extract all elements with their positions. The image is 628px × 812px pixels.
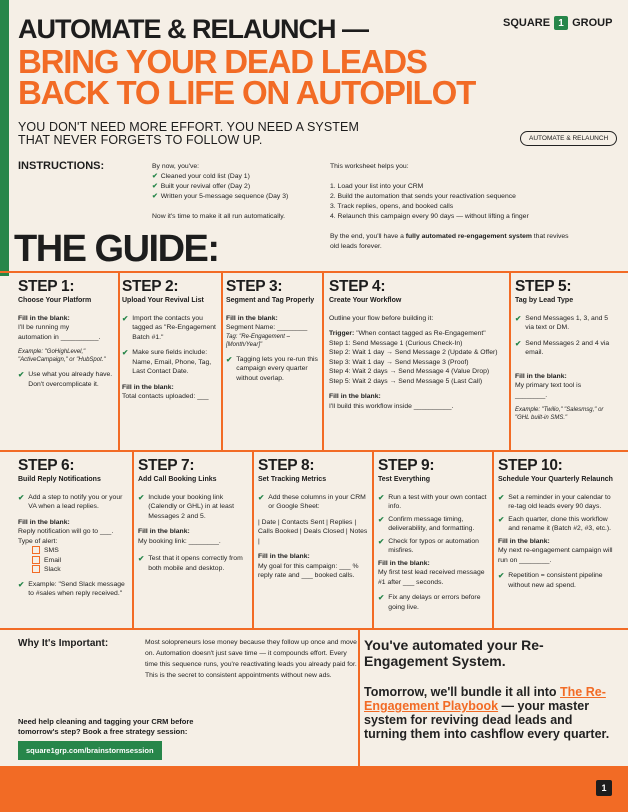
logo [503, 16, 612, 30]
subtitle-line-1: YOU DON'T NEED MORE EFFORT. YOU NEED A SYSTEM [18, 120, 359, 134]
option-sms[interactable]: SMS [32, 546, 128, 556]
why-text: Most solopreneurs lose money because they follow up once and move on. Automation doesn't just save time — it compounds effort. Every time this sequence runs, you're reactivating leads you already paid for. This is the secret to consistent appointments without new ads. [145, 639, 357, 679]
check-icon: ✔ [138, 492, 145, 502]
step-number: STEP 7: [138, 457, 195, 474]
page-number: 1 [596, 780, 612, 796]
check-icon: ✔ [18, 370, 25, 379]
step-title: Tag by Lead Type [515, 297, 574, 304]
check-icon: ✔ [18, 492, 25, 502]
instructions-label: INSTRUCTIONS: [18, 160, 105, 172]
why-label: Why It's Important: [18, 638, 109, 649]
blank-line[interactable]: Reply notification will go to ___. [18, 528, 114, 535]
fill-label: Fill in the blank: [258, 553, 310, 560]
step-number: STEP 9: [378, 457, 435, 474]
fill-label: Fill in the blank: [329, 393, 381, 400]
instructions-list [152, 162, 288, 222]
step-7 [138, 457, 248, 579]
blank-line[interactable]: My goal for this campaign: ___ % reply rate and ___ booked calls. [258, 562, 359, 579]
fill-label: Fill in the blank: [138, 528, 190, 535]
check-icon: ✔ [515, 338, 522, 348]
step-number: STEP 3: [226, 278, 283, 295]
checklist-item: ✔ Repetition = consistent pipeline without new ad spend. [498, 571, 603, 589]
flow-step: Step 1: Send Message 1 (Curious Check-In) [329, 339, 463, 347]
closing-heading: You've automated your Re-Engagement System. [364, 637, 544, 669]
blank-line[interactable]: Total contacts uploaded: ___ [122, 393, 209, 400]
title-line-1: AUTOMATE & RELAUNCH — [18, 14, 368, 44]
blank-line[interactable]: My booking link: ________. [138, 537, 221, 545]
check-icon: ✔ [258, 492, 265, 502]
checklist-item: ✔ Use what you already have. Don't overcomplicate it. [18, 370, 113, 388]
step-number: STEP 6: [18, 457, 75, 474]
subtitle-line-2: THAT NEVER FORGETS TO FOLLOW UP. [18, 133, 263, 147]
worksheet-helps [330, 162, 600, 252]
checklist-item: ✔ Add a step to notify you or your VA when a lead replies. [18, 492, 123, 510]
check-icon: ✔ [498, 571, 505, 580]
step-title: Test Everything [378, 476, 430, 483]
checklist-item: ✔ Test that it opens correctly from both mobile and desktop. [138, 554, 243, 572]
step-9 [378, 457, 488, 618]
step-number: STEP 1: [18, 278, 75, 295]
helps-end: By the end, you'll have a fully automated re-engagement system that revives old leads forever. [330, 233, 569, 250]
step-number: STEP 10: [498, 457, 563, 474]
step-6: STEP 6: Build Reply Notifications ✔ Add a step to notify you or your VA when a lead replies. Fill in the blank: Reply notification will go to ___. Type of alert: SMS Email Slack ✔ Example: "Send Slack message to #sales when reply received." [18, 457, 128, 605]
fill-label: Fill in the blank: [226, 314, 278, 322]
checklist-item: ✔ Run a test with your own contact info. [378, 492, 487, 510]
flow-step: Step 2: Wait 1 day → Send Message 2 (Update & Offer) [329, 349, 498, 356]
guide-title: THE GUIDE: [14, 228, 219, 270]
step-number: STEP 4: [329, 278, 386, 295]
step-title: Create Your Workflow [329, 297, 402, 304]
blank-line[interactable]: I'll build this workflow inside __________. [329, 402, 454, 410]
instructions-now: Now it's time to make it all run automatically. [152, 213, 286, 220]
check-icon: ✔ [152, 193, 158, 200]
check-icon: ✔ [122, 313, 129, 323]
checklist-item: ✔ Tagging lets you re-run this campaign every quarter without overlap. [226, 354, 318, 382]
option-slack[interactable]: Slack [32, 565, 128, 575]
step-8 [258, 457, 368, 581]
flow-step: Step 4: Wait 2 days → Send Message 4 (Value Drop) [329, 368, 490, 375]
divider [322, 271, 324, 451]
fill-label: Fill in the blank: [18, 518, 70, 526]
checklist-item: ✔ Send Messages 2 and 4 via email. [515, 338, 610, 356]
checklist-item: ✔ Set a reminder in your calendar to re-tag old leads every 90 days. [498, 492, 611, 510]
check-icon: ✔ [152, 183, 158, 190]
check-icon: ✔ [378, 593, 385, 602]
checklist-item: ✔ Add these columns in your CRM or Google Sheet: [258, 492, 366, 510]
divider [509, 271, 511, 451]
helps-item: 2. Build the automation that sends your reactivation sequence [330, 193, 516, 200]
done-item: ✔ Cleaned your cold list (Day 1) [152, 173, 250, 180]
step-title: Segment and Tag Properly [226, 297, 315, 304]
fill-label: Fill in the blank: [515, 372, 567, 380]
blank-line[interactable]: Segment Name: ________ [226, 324, 308, 331]
checklist-item: ✔ Confirm message timing, deliverability, and formatting. [378, 514, 475, 532]
done-item: ✔ Written your 5-message sequence (Day 3) [152, 193, 289, 200]
check-icon: ✔ [515, 313, 522, 323]
check-icon: ✔ [378, 536, 385, 546]
tracking-columns: | Date | Contacts Sent | Replies | Calls Booked | Deals Closed | Notes | [258, 518, 368, 545]
helps-title: This worksheet helps you: [330, 163, 409, 170]
checklist-item: ✔ Import the contacts you tagged as "Re-Engagement Batch #1." [122, 313, 216, 341]
fill-label: Fill in the blank: [378, 559, 430, 567]
section-pill: AUTOMATE & RELAUNCH [520, 131, 617, 146]
divider [492, 450, 494, 629]
help-text: Need help cleaning and tagging your CRM before tomorrow's step? Book a free strategy session: [18, 717, 194, 736]
step-title: Set Tracking Metrics [258, 476, 327, 483]
check-icon: ✔ [378, 492, 385, 502]
done-item: ✔ Built your revival offer (Day 2) [152, 183, 251, 190]
blank-line[interactable]: My primary text tool is ________. [515, 382, 582, 399]
fill-label: Fill in the blank: [498, 537, 550, 545]
step-2 [122, 278, 218, 402]
check-icon: ✔ [122, 348, 129, 357]
blank-line[interactable]: My first test lead received message #1 after ___ seconds. [378, 569, 485, 586]
checklist-item: ✔ Make sure fields include: Name, Email, Phone, Tag, Last Contact Date. [122, 348, 212, 375]
footer-bar [0, 766, 628, 812]
checklist-item: ✔ Send Messages 1, 3, and 5 via text or DM. [515, 313, 609, 331]
logo-right: GROUP [572, 17, 613, 29]
fill-label: Fill in the blank: [18, 314, 70, 322]
logo-left: SQUARE [503, 17, 551, 29]
step-number: STEP 2: [122, 278, 179, 295]
example-text: Tag: "Re-Engagement – [Month/Year]" [226, 333, 290, 348]
checkbox-icon [32, 546, 40, 554]
check-icon: ✔ [226, 354, 233, 364]
step-title: Schedule Your Quarterly Relaunch [498, 476, 613, 483]
divider [372, 450, 374, 629]
step-3 [226, 278, 320, 389]
option-email[interactable]: Email [32, 556, 128, 566]
strategy-session-link[interactable]: square1grp.com/brainstormsession [18, 741, 162, 760]
closing-text: Tomorrow, we'll bundle it all into The Re-Engagement Playbook — your master system for reviving dead leads and turning them into cashflow every quarter. [364, 685, 610, 741]
step-title: Choose Your Platform [18, 297, 92, 304]
checklist-item: ✔ Fix any delays or errors before going live. [378, 593, 481, 611]
divider [118, 271, 120, 451]
alert-options [18, 546, 128, 575]
checklist-item: ✔ Each quarter, clone this workflow and rename it (Batch #2, #3, etc.). [498, 514, 612, 532]
divider [132, 450, 134, 629]
check-icon: ✔ [152, 173, 158, 180]
title-line-2: BRING YOUR DEAD LEADS [18, 43, 427, 80]
check-icon: ✔ [498, 492, 505, 502]
flow-step: Step 3: Wait 1 day → Send Message 3 (Proof) [329, 358, 469, 366]
divider [0, 450, 628, 452]
checklist-item: ✔ Include your booking link (Calendly or GHL) in at least Messages 2 and 5. [138, 492, 235, 520]
divider [0, 628, 628, 630]
divider [358, 628, 360, 768]
title-line-3: BACK TO LIFE ON AUTOPILOT [18, 74, 476, 111]
flow-step: Step 5: Wait 2 days → Send Message 5 (Last Call) [329, 377, 483, 385]
checklist-item: ✔ Example: "Send Slack message to #sales when reply received." [18, 579, 125, 597]
subtitle [18, 121, 359, 147]
check-icon: ✔ [138, 554, 145, 563]
helps-item: 3. Track replies, opens, and booked calls [330, 203, 454, 210]
logo-icon: 1 [554, 16, 568, 30]
example-text: Example: "GoHighLevel," "ActiveCampaign," or "HubSpot." [18, 349, 106, 363]
example-text: Example: "Twilio," "Salesmsg," or "GHL built-in SMS." [515, 407, 604, 421]
accent-bar [0, 0, 9, 276]
step-1: STEP 1: Choose Your Platform Fill in the blank: I'll be running my automation in __________. Example: "GoHighLevel," "ActiveCampaign," or "HubSpot." ✔ Use what you already have. Don't overcomplicate it. [18, 278, 113, 388]
instructions-intro: By now, you've: [152, 163, 200, 170]
step-10 [498, 457, 616, 596]
check-icon: ✔ [498, 514, 505, 524]
helps-item: 4. Relaunch this campaign every 90 days — without lifting a finger [330, 213, 529, 220]
blank-line[interactable]: automation in __________. [18, 333, 101, 341]
divider [0, 271, 628, 273]
step-5 [515, 278, 615, 422]
divider [221, 271, 223, 451]
divider [252, 450, 254, 629]
title-orange [18, 43, 476, 111]
check-icon: ✔ [18, 579, 25, 589]
fill-label: Fill in the blank: [122, 383, 174, 391]
playbook-link[interactable]: The Re-Engagement Playbook [364, 685, 606, 713]
step-number: STEP 5: [515, 278, 572, 295]
step-title: Build Reply Notifications [18, 476, 101, 483]
checkbox-icon [32, 565, 40, 573]
helps-item: 1. Load your list into your CRM [330, 183, 424, 190]
step-title: Upload Your Revival List [122, 297, 204, 304]
checkbox-icon [32, 556, 40, 564]
check-icon: ✔ [378, 514, 385, 524]
step-4: STEP 4: Create Your Workflow Outline your flow before building it: Trigger: "When contact tagged as Re-Engagement" Step 1: Send Message 1 (Curious Check-In) Step 2: Wait 1 day → Send Message 2 (Update & Offer) Step 3: Wait 1 day → Send Message 3 (Proof) Step 4: Wait 2 days → Send Message 4 (Value Drop) Step 5: Wait 2 days → Send Message 5 (Last Call) Fill in the blank: I'll build this workflow inside __________. [329, 278, 505, 411]
blank-line[interactable]: My next re-engagement campaign will run on ________. [498, 547, 613, 564]
trigger-line: Trigger: "When contact tagged as Re-Engagement" [329, 330, 486, 337]
step-title: Add Call Booking Links [138, 476, 217, 483]
checklist-item: ✔ Check for typos or automation misfires. [378, 536, 479, 554]
step-number: STEP 8: [258, 457, 315, 474]
